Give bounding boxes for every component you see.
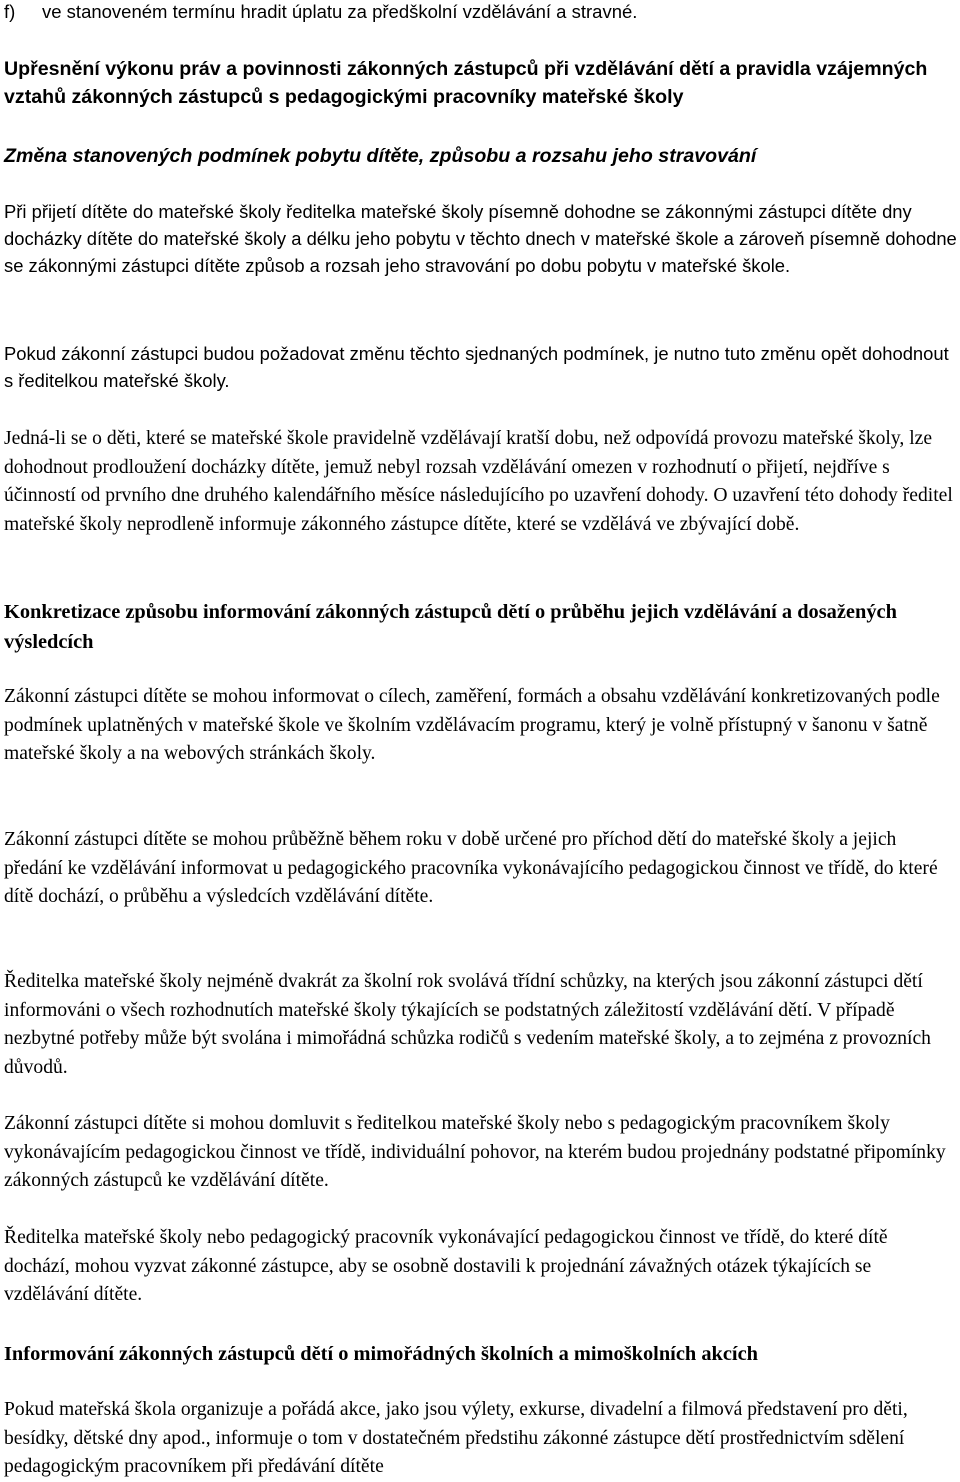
paragraph-admission-agreement: Při přijetí dítěte do mateřské školy ředitelka mateřské školy písemně dohodne se zákonnými zástupci dítěte dny docházky dítěte do mateřské školy a délku jeho pobytu v těchto dnech v mateřské škole a zároveň písemně dohodne se zákonnými zástupci dítěte způsob a rozsah jeho stravování po dobu pobytu v mateřské škole.	[4, 201, 957, 277]
heading-extraordinary-events: Informování zákonných zástupců dětí o mimořádných školních a mimoškolních akcích	[4, 1343, 758, 1365]
paragraph-individual-meeting: Zákonní zástupci dítěte si mohou domluvit s ředitelkou mateřské školy nebo s pedagogickým pracovníkem školy vykonávajícím pedagogickou činnost ve třídě, individuální pohovor, na kterém budou projednány podstatné připomínky zákonných zástupců ke vzdělávání dítěte.	[4, 1113, 946, 1192]
paragraph-attendance-extension: Jedná-li se o děti, které se mateřské škole pravidelně vzdělávají kratší dobu, než odpovídá provozu mateřské školy, lze dohodnout prodloužení docházky dítěte, jemuž nebyl rozsah vzdělávání omezen v rozhodnutí o přijetí, nejdříve s účinností od prvního dne druhého kalendářního měsíce následujícího po uzavření dohody. O uzavření této dohody ředitel mateřské školy neprodleně informuje zákonného zástupce dítěte, které se vzdělává ve zbývající době.	[4, 428, 953, 535]
section-heading-rights-duties: Upřesnění výkonu práv a povinnosti zákonných zástupců při vzdělávání dětí a pravidla vzájemných vztahů zákonných zástupců s pedagogickými pracovníky mateřské školy	[4, 58, 928, 108]
list-marker: f)	[4, 1, 16, 22]
paragraph-ongoing-info: Zákonní zástupci dítěte se mohou průběžně během roku v době určené pro příchod dětí do mateřské školy a jejich předání ke vzdělávání informovat u pedagogického pracovníka vykonávajícího pedagogickou činnost ve třídě, do které dítě dochází, o průběhu a výsledcích vzdělávání dítěte.	[4, 829, 938, 908]
list-item-text: ve stanoveném termínu hradit úplatu za předškolní vzdělávání a stravné.	[42, 1, 638, 22]
paragraph-school-program-info: Zákonní zástupci dítěte se mohou informovat o cílech, zaměření, formách a obsahu vzdělávání konkretizovaných podle podmínek uplatněných v mateřské škole ve školním vzdělávacím programu, který je volně přístupný v šanonu v šatně mateřské školy a na webových stránkách školy.	[4, 686, 940, 765]
list-item-f	[4, 0, 954, 27]
paragraph-summons: Ředitelka mateřské školy nebo pedagogický pracovník vykonávající pedagogickou činnost ve třídě, do které dítě dochází, mohou vyzvat zákonné zástupce, aby se osobně dostavili k projednání závažných otázek týkajících se vzdělávání dítěte.	[4, 1227, 888, 1306]
paragraph-change-request: Pokud zákonní zástupci budou požadovat změnu těchto sjednaných podmínek, je nutno tuto změnu opět dohodnout s ředitelkou mateřské školy.	[4, 343, 949, 392]
heading-informing-parents: Konkretizace způsobu informování zákonných zástupců dětí o průběhu jejich vzdělávání a dosažených výsledcích	[4, 601, 897, 653]
paragraph-events-info: Pokud mateřská škola organizuje a pořádá akce, jako jsou výlety, exkurse, divadelní a filmová představení pro děti, besídky, dětské dny apod., informuje o tom v dostatečném předstihu zákonné zástupce dětí prostřednictvím sdělení pedagogickým pracovníkem při předávání dítěte	[4, 1399, 908, 1478]
subheading-change-conditions: Změna stanovených podmínek pobytu dítěte, způsobu a rozsahu jeho stravování	[4, 145, 757, 167]
paragraph-parent-meetings: Ředitelka mateřské školy nejméně dvakrát za školní rok svolává třídní schůzky, na kterých jsou zákonní zástupci dětí informováni o všech rozhodnutích mateřské školy týkajících se podstatných záležitostí vzdělávání dětí. V případě nezbytné potřeby může být svolána i mimořádná schůzka rodičů s vedením mateřské školy, a to zejména z provozních důvodů.	[4, 971, 931, 1078]
